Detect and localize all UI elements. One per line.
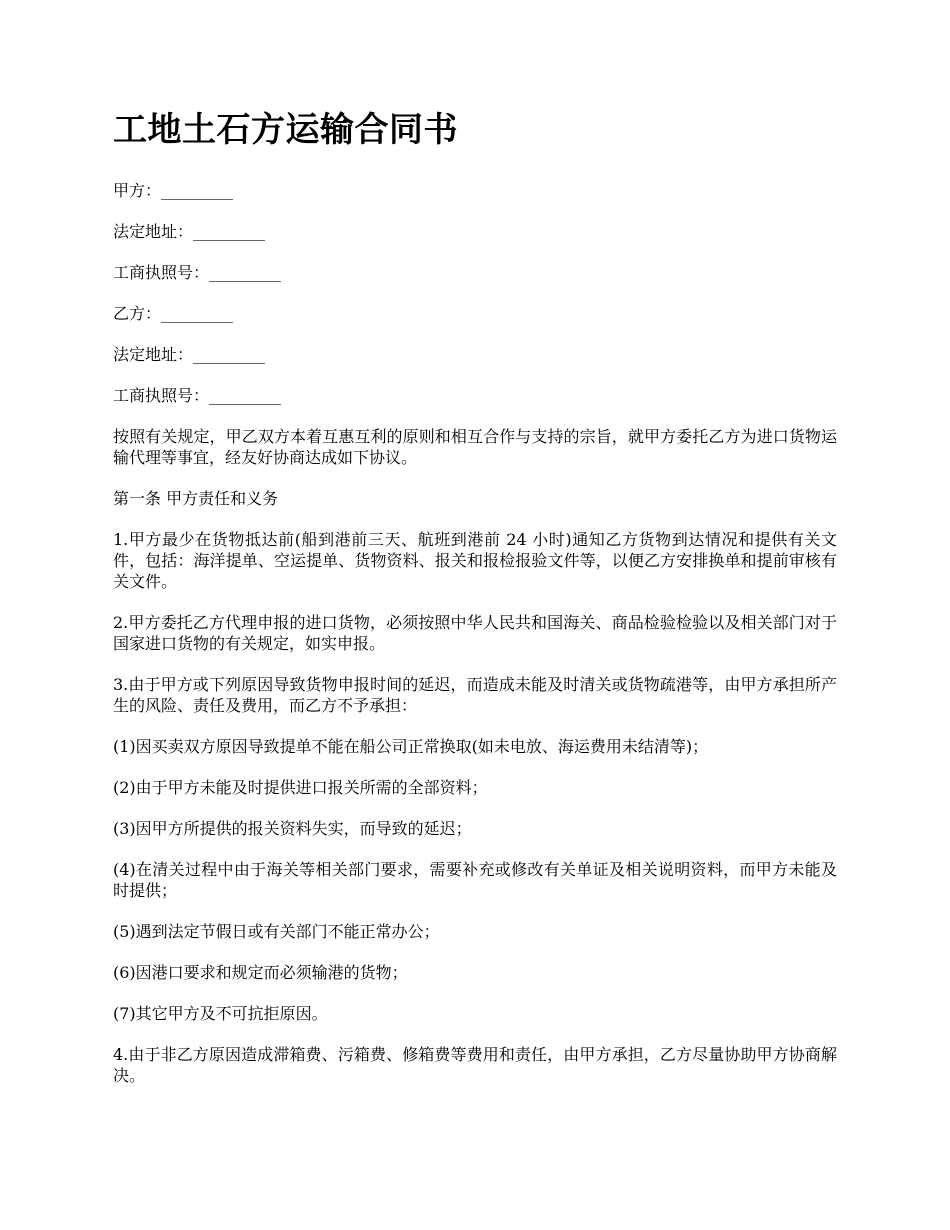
clause-3-item-2: (2)由于甲方未能及时提供进口报关所需的全部资料； <box>113 778 488 797</box>
clause-4: 4.由于非乙方原因造成滞箱费、污箱费、修箱费等费用和责任，由甲方承担，乙方尽量协助甲方协商解决。 <box>113 1045 837 1085</box>
party-b-address-field: 法定地址：_________ <box>113 345 266 364</box>
party-a-address-field: 法定地址：_________ <box>113 222 266 241</box>
clause-3-item-1: (1)因买卖双方原因导致提单不能在船公司正常换取(如未电放、海运费用未结清等)； <box>113 737 709 756</box>
clause-1: 1.甲方最少在货物抵达前(船到港前三天、航班到港前 24 小时)通知乙方货物到达情况和提供有关文件，包括：海洋提单、空运提单、货物资料、报关和报检报验文件等，以便乙方安排换单和提前审核有关文件。 <box>113 530 837 591</box>
article-1-heading: 第一条 甲方责任和义务 <box>113 489 279 508</box>
clause-3-item-3: (3)因甲方所提供的报关资料失实，而导致的延迟； <box>113 819 472 838</box>
clause-3-item-6: (6)因港口要求和规定而必须输港的货物； <box>113 963 408 982</box>
clause-3-item-4: (4)在清关过程中由于海关等相关部门要求，需要补充或修改有关单证及相关说明资料，而甲方未能及时提供； <box>113 860 837 900</box>
clause-3-item-7: (7)其它甲方及不可抗拒原因。 <box>113 1004 328 1023</box>
intro-paragraph: 按照有关规定，甲乙双方本着互惠互利的原则和相互合作与支持的宗旨，就甲方委托乙方为进口货物运输代理等事宜，经友好协商达成如下协议。 <box>113 427 837 467</box>
party-a-license-field: 工商执照号：_________ <box>113 263 282 282</box>
party-b-name-field: 乙方：_________ <box>113 304 234 323</box>
party-b-license-field: 工商执照号：_________ <box>113 386 282 405</box>
clause-2: 2.甲方委托乙方代理申报的进口货物，必须按照中华人民共和国海关、商品检验检验以及相关部门对于国家进口货物的有关规定，如实申报。 <box>113 613 837 653</box>
party-a-name-field: 甲方：_________ <box>113 181 234 200</box>
clause-3: 3.由于甲方或下列原因导致货物申报时间的延迟，而造成未能及时清关或货物疏港等，由甲方承担所产生的风险、责任及费用，而乙方不予承担： <box>113 675 837 715</box>
clause-3-item-5: (5)遇到法定节假日或有关部门不能正常办公； <box>113 922 440 941</box>
document-body <box>113 180 837 1106</box>
document-title: 工地土石方运输合同书 <box>113 110 458 150</box>
